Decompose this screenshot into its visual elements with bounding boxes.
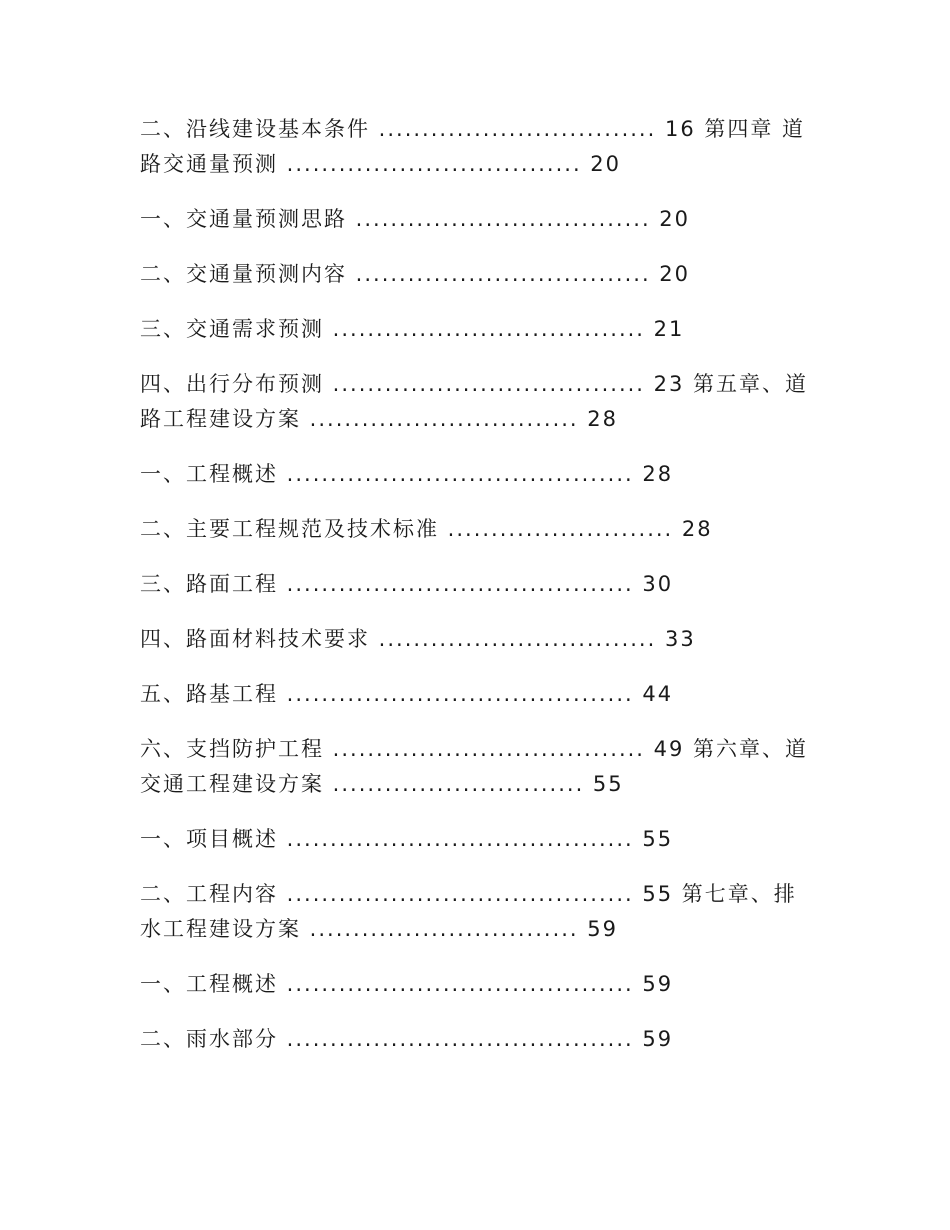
toc-entry-3: 二、交通量预测内容 .................................. 20 (140, 262, 691, 286)
toc-entry-9: 四、路面材料技术要求 ................................ 33 (140, 627, 696, 651)
toc-entry-11: 六、支挡防护工程 .................................... 49 第六章、道交通工程建设方案 ............................. 55 (140, 737, 809, 796)
toc-entry-1: 二、沿线建设基本条件 ................................ 16 第四章 道路交通量预测 .................................. 20 (140, 117, 806, 176)
toc-entry-2: 一、交通量预测思路 .................................. 20 (140, 207, 691, 231)
toc-entry-8: 三、路面工程 ........................................ 30 (140, 572, 674, 596)
toc-entry-7: 二、主要工程规范及技术标准 .......................... 28 (140, 517, 713, 541)
toc-entry-4: 三、交通需求预测 .................................... 21 (140, 317, 685, 341)
toc-entry-15: 二、雨水部分 ........................................ 59 (140, 1027, 674, 1051)
table-of-contents (140, 112, 815, 1077)
toc-entry-5: 四、出行分布预测 .................................... 23 第五章、道路工程建设方案 ............................... 28 (140, 372, 809, 431)
toc-entry-6: 一、工程概述 ........................................ 28 (140, 462, 674, 486)
toc-entry-10: 五、路基工程 ........................................ 44 (140, 682, 674, 706)
toc-entry-14: 一、工程概述 ........................................ 59 (140, 972, 674, 996)
toc-entry-12: 一、项目概述 ........................................ 55 (140, 827, 674, 851)
toc-entry-13: 二、工程内容 ........................................ 55 第七章、排水工程建设方案 ............................... 59 (140, 882, 797, 941)
